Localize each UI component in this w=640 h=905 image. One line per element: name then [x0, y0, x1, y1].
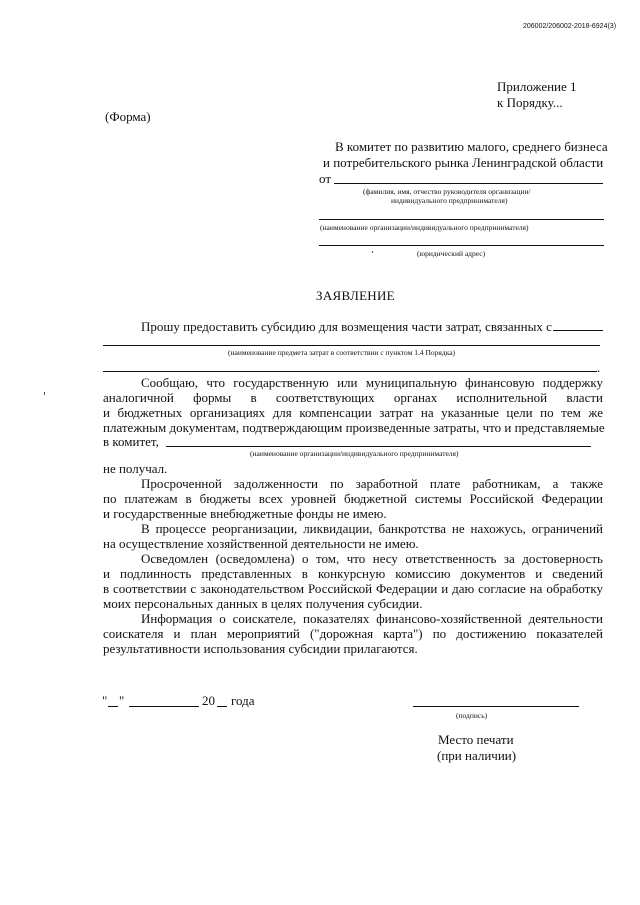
hint-applicant-name-1: (фамилия, имя, отчество руководителя организации/ [363, 187, 531, 196]
subject-field-line-3[interactable] [103, 371, 597, 372]
p1-line-6: не получал. [103, 461, 168, 476]
stamp-line-2: (при наличии) [437, 748, 517, 763]
form-label: (Форма) [105, 109, 151, 124]
day-field[interactable] [108, 706, 118, 707]
hint-applicant-name-2: индивидуального предпринимателя) [391, 196, 508, 205]
request-line-1: Прошу предоставить субсидию для возмещения части затрат, связанных с [141, 319, 552, 334]
p5-line-1: Информация о соискателе, показателях финансово-хозяйственной деятельности [141, 611, 603, 626]
stamp-line-1: Место печати [438, 732, 514, 747]
p5-line-3: результативности использования субсидии прилагаются. [103, 641, 418, 656]
year-field[interactable] [217, 706, 227, 707]
subject-end-dot: . [597, 360, 601, 375]
p1-line-2: аналогичной формы в соответствующих органах исполнительной власти [103, 390, 603, 405]
appendix-line-1: Приложение 1 [497, 79, 577, 94]
subject-field-start[interactable] [553, 330, 603, 331]
date-close-quote: " [119, 693, 125, 708]
hint-cost-subject: (наименование предмета затрат в соответствии с пунктом 1.4 Порядка) [228, 348, 456, 357]
appendix-line-2: к Порядку... [497, 95, 563, 110]
month-field[interactable] [129, 706, 199, 707]
p4-line-1: Осведомлен (осведомлена) о том, что несу ответственность за достоверность [141, 551, 603, 566]
document-id: 206002/206002-2018-6924(3) [523, 23, 617, 30]
p1-line-4: платежным документам, подтверждающим произведенные затраты, что и представляемые [103, 420, 605, 435]
p1-line-1: Сообщаю, что государственную или муниципальную финансовую поддержку [141, 375, 603, 390]
p4-line-3: в соответствии с законодательством Российской Федерации и даю согласие на обработку [103, 581, 603, 596]
addressee-line-2: и потребительского рынка Ленинградской области [323, 155, 604, 170]
p5-line-2: соискателя и план мероприятий ("дорожная карта") по достижению показателей [103, 626, 603, 641]
recipient-organization-field[interactable] [166, 446, 591, 447]
date-open-quote: " [102, 693, 108, 708]
applicant-name-field[interactable] [334, 183, 603, 184]
p1-line-3: и бюджетных организациях для компенсации затрат на указанные цели по тем же [103, 405, 603, 420]
hint-recipient-organization: (наименование организации/индивидуального предпринимателя) [250, 449, 459, 458]
scan-speck [372, 251, 373, 253]
year-prefix: 20 [202, 693, 215, 708]
p4-line-2: и подлинность представленных в конкурсную комиссию документов и сведений [103, 566, 603, 581]
hint-organization-name: (наименование организации/индивидуального предпринимателя) [320, 223, 529, 232]
hint-signature: (подпись) [456, 711, 488, 720]
p4-line-4: моих персональных данных в целях получения субсидии. [103, 596, 423, 611]
scan-speck [44, 392, 45, 395]
organization-name-field[interactable] [319, 219, 604, 220]
hint-legal-address: (юридический адрес) [417, 249, 486, 258]
from-label: от [319, 171, 332, 186]
p2-line-2: по платежам в бюджеты всех уровней бюджетной системы Российской Федерации [103, 491, 603, 506]
subject-field-line-2[interactable] [103, 345, 600, 346]
legal-address-field[interactable] [319, 245, 604, 246]
document-title: ЗАЯВЛЕНИЕ [316, 288, 395, 303]
p2-line-3: и государственные внебюджетные фонды не имею. [103, 506, 387, 521]
year-suffix: года [231, 693, 255, 708]
p3-line-2: на осуществление хозяйственной деятельности не имею. [103, 536, 419, 551]
addressee-line-1: В комитет по развитию малого, среднего бизнеса [335, 139, 608, 154]
p2-line-1: Просроченной задолженности по заработной плате работникам, а также [141, 476, 603, 491]
signature-field[interactable] [413, 706, 579, 707]
p3-line-1: В процессе реорганизации, ликвидации, банкротства не нахожусь, ограничений [141, 521, 603, 536]
p1-line-5: в комитет, [103, 434, 159, 449]
